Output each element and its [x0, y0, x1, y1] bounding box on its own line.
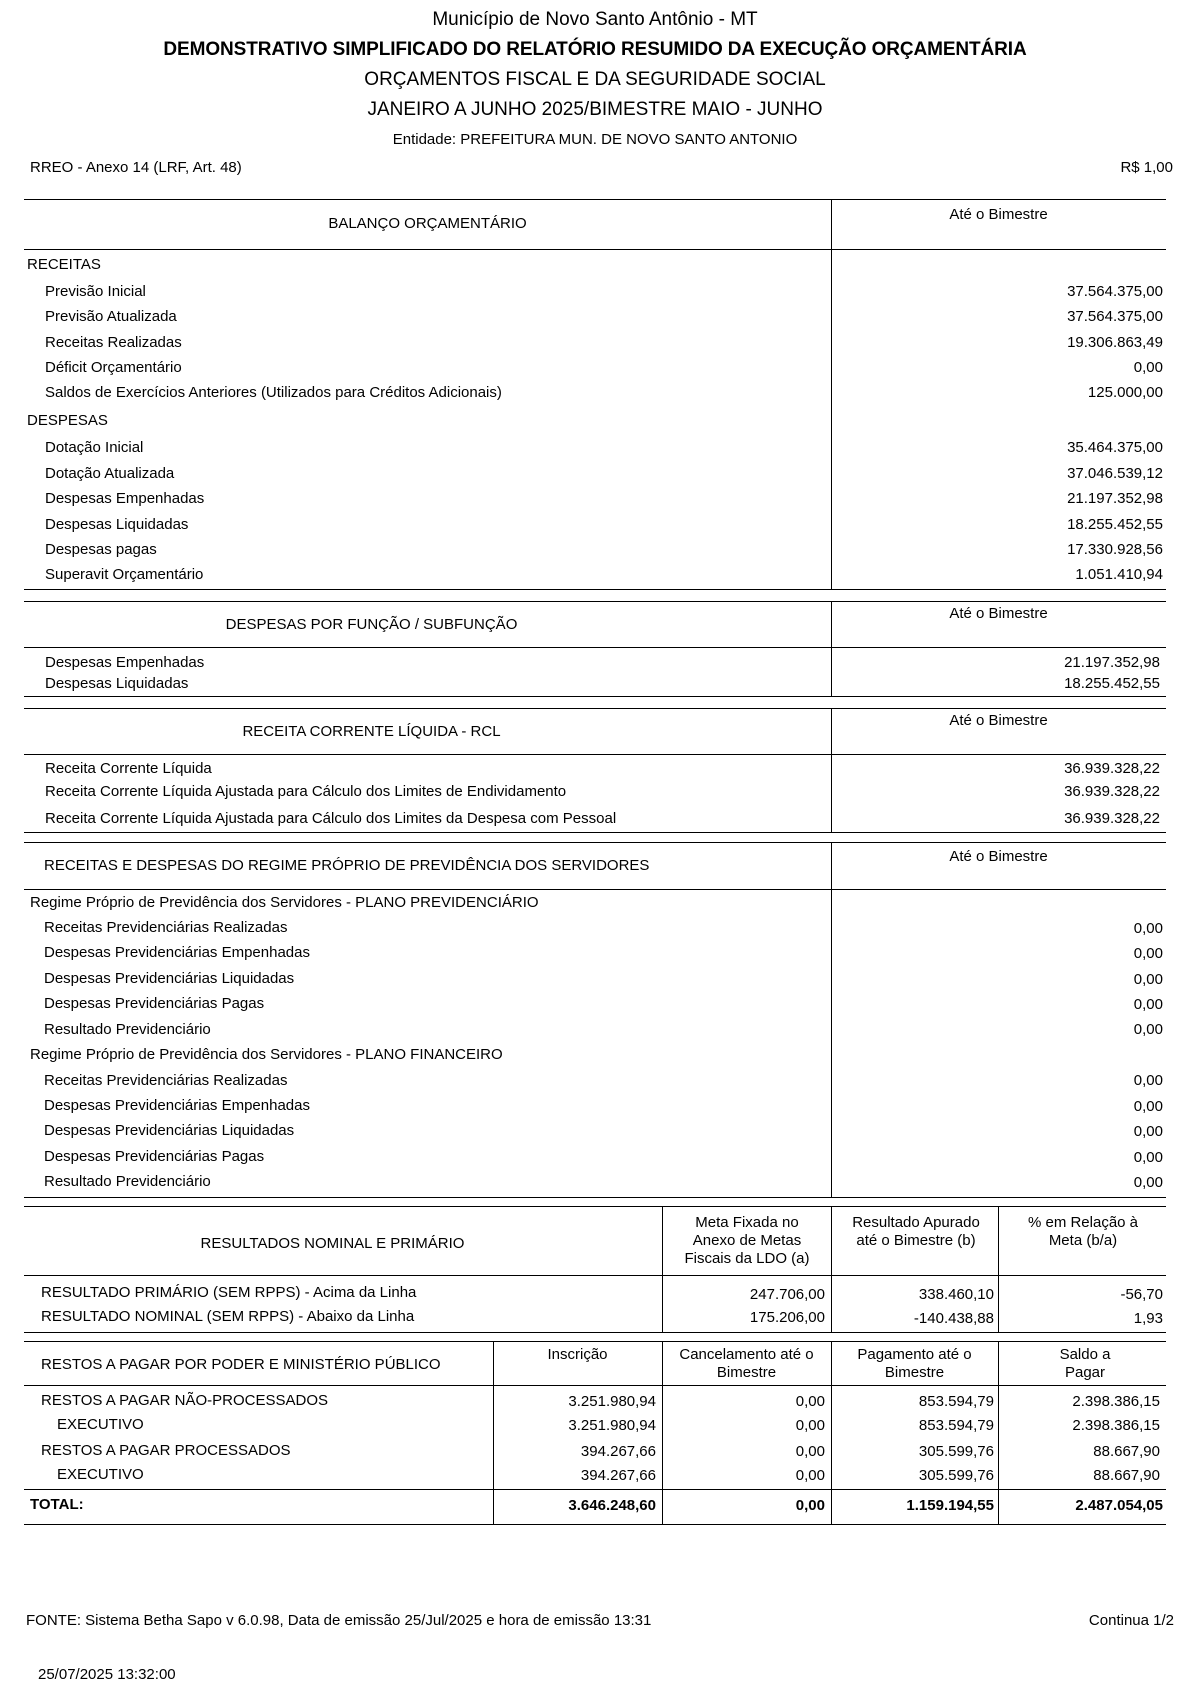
row-value-pagamento: 853.594,79: [918, 1417, 994, 1434]
divider: [24, 832, 1166, 833]
column-header-ate-bimestre: Até o Bimestre: [949, 605, 1048, 622]
row-label: Receitas Realizadas: [45, 334, 182, 351]
row-value-inscricao: 394.267,66: [580, 1467, 656, 1484]
row-label: Previsão Inicial: [45, 283, 146, 300]
column-header-ate-bimestre: Até o Bimestre: [949, 712, 1048, 729]
row-label: Déficit Orçamentário: [45, 359, 182, 376]
row-label: Receita Corrente Líquida: [45, 760, 212, 777]
group-label-despesas: DESPESAS: [27, 412, 108, 429]
section-title-balanco: BALANÇO ORÇAMENTÁRIO: [328, 215, 527, 232]
divider: [24, 589, 1166, 590]
row-value: 36.939.328,22: [1064, 760, 1160, 777]
row-label: Despesas Previdenciárias Liquidadas: [44, 1122, 295, 1139]
row-value-cancelamento: 0,00: [795, 1467, 825, 1484]
group-label-plano-previdenciario: Regime Próprio de Previdência dos Servidores - PLANO PREVIDENCIÁRIO: [30, 894, 539, 911]
column-divider: [998, 1341, 999, 1524]
row-value: 0,00: [1133, 1098, 1163, 1115]
row-label: RESULTADO PRIMÁRIO (SEM RPPS) - Acima da Linha: [41, 1284, 417, 1301]
row-value: 0,00: [1133, 1021, 1163, 1038]
row-value: 0,00: [1133, 971, 1163, 988]
municipio-title: Município de Novo Santo Antônio - MT: [432, 9, 758, 30]
divider: [24, 199, 1166, 200]
row-label: Receita Corrente Líquida Ajustada para Cálculo dos Limites de Endividamento: [45, 783, 567, 800]
row-value-pagamento: 853.594,79: [918, 1393, 994, 1410]
column-header-inscricao: Inscrição: [547, 1346, 608, 1363]
row-value-meta: 247.706,00: [749, 1286, 825, 1303]
row-value: 0,00: [1133, 1174, 1163, 1191]
total-pagamento: 1.159.194,55: [906, 1497, 994, 1514]
row-value-cancelamento: 0,00: [795, 1443, 825, 1460]
report-period: JANEIRO A JUNHO 2025/BIMESTRE MAIO - JUNHO: [367, 99, 823, 120]
divider: [24, 1341, 1166, 1342]
row-value-cancelamento: 0,00: [795, 1417, 825, 1434]
row-value-pagamento: 305.599,76: [918, 1467, 994, 1484]
row-value-resultado: 338.460,10: [918, 1286, 994, 1303]
row-value: 125.000,00: [1087, 384, 1163, 401]
row-value-cancelamento: 0,00: [795, 1393, 825, 1410]
divider: [24, 1385, 1166, 1386]
row-value-pagamento: 305.599,76: [918, 1443, 994, 1460]
row-value: 0,00: [1133, 1072, 1163, 1089]
row-value: 18.255.452,55: [1064, 675, 1160, 692]
row-label: Receitas Previdenciárias Realizadas: [44, 1072, 288, 1089]
divider: [24, 696, 1166, 697]
row-label: Despesas Previdenciárias Pagas: [44, 995, 265, 1012]
report-subtitle: ORÇAMENTOS FISCAL E DA SEGURIDADE SOCIAL: [364, 69, 826, 90]
row-label: Resultado Previdenciário: [44, 1021, 211, 1038]
divider: [24, 647, 1166, 648]
row-value-percentual: -56,70: [1120, 1286, 1163, 1303]
row-label: Despesas Previdenciárias Liquidadas: [44, 970, 295, 987]
row-label: RESTOS A PAGAR PROCESSADOS: [41, 1442, 291, 1459]
row-value-saldo: 88.667,90: [1093, 1443, 1160, 1460]
row-value-inscricao: 3.251.980,94: [568, 1417, 656, 1434]
row-value-saldo: 2.398.386,15: [1072, 1393, 1160, 1410]
row-value: 0,00: [1133, 945, 1163, 962]
row-value: 0,00: [1133, 996, 1163, 1013]
row-label: Despesas Empenhadas: [45, 654, 205, 671]
row-value: 0,00: [1133, 359, 1163, 376]
row-value: 21.197.352,98: [1067, 490, 1163, 507]
row-label: Despesas Empenhadas: [45, 490, 205, 507]
row-value: 0,00: [1133, 920, 1163, 937]
row-label: Despesas Previdenciárias Empenhadas: [44, 944, 310, 961]
row-value-saldo: 88.667,90: [1093, 1467, 1160, 1484]
row-label: Despesas Previdenciárias Pagas: [44, 1148, 265, 1165]
column-header-saldo: Saldo a Pagar: [1059, 1346, 1111, 1381]
divider: [24, 1206, 1166, 1207]
row-label: Dotação Inicial: [45, 439, 144, 456]
row-value: 0,00: [1133, 1149, 1163, 1166]
divider: [24, 1524, 1166, 1525]
row-value-inscricao: 3.251.980,94: [568, 1393, 656, 1410]
row-label: EXECUTIVO: [57, 1466, 144, 1483]
row-label: RESTOS A PAGAR NÃO-PROCESSADOS: [41, 1392, 329, 1409]
column-header-meta: Meta Fixada no Anexo de Metas Fiscais da LDO (a): [684, 1214, 810, 1267]
row-value: 36.939.328,22: [1064, 810, 1160, 827]
column-header-cancelamento: Cancelamento até o Bimestre: [679, 1346, 814, 1381]
row-label: Superavit Orçamentário: [45, 566, 204, 583]
row-value-percentual: 1,93: [1133, 1310, 1163, 1327]
footer-timestamp: 25/07/2025 13:32:00: [38, 1666, 176, 1683]
section-title-resultados: RESULTADOS NOMINAL E PRIMÁRIO: [200, 1235, 465, 1252]
divider: [24, 708, 1166, 709]
group-label-receitas: RECEITAS: [27, 256, 101, 273]
column-header-percentual: % em Relação à Meta (b/a): [1027, 1214, 1139, 1249]
row-value: 0,00: [1133, 1123, 1163, 1140]
total-inscricao: 3.646.248,60: [568, 1497, 656, 1514]
row-label: Previsão Atualizada: [45, 308, 177, 325]
report-title: DEMONSTRATIVO SIMPLIFICADO DO RELATÓRIO RESUMIDO DA EXECUÇÃO ORÇAMENTÁRIA: [163, 39, 1027, 60]
divider: [24, 1489, 1166, 1490]
column-divider: [662, 1206, 663, 1332]
row-value: 37.564.375,00: [1067, 308, 1163, 325]
row-value-saldo: 2.398.386,15: [1072, 1417, 1160, 1434]
divider: [24, 889, 1166, 890]
row-value: 36.939.328,22: [1064, 783, 1160, 800]
column-header-ate-bimestre: Até o Bimestre: [949, 206, 1048, 223]
total-saldo: 2.487.054,05: [1075, 1497, 1163, 1514]
total-label: TOTAL:: [30, 1496, 84, 1513]
row-label: Receita Corrente Líquida Ajustada para Cálculo dos Limites da Despesa com Pessoal: [45, 810, 617, 827]
row-value: 37.046.539,12: [1067, 465, 1163, 482]
total-cancelamento: 0,00: [795, 1497, 825, 1514]
row-value: 1.051.410,94: [1075, 566, 1163, 583]
divider: [24, 1197, 1166, 1198]
row-value: 21.197.352,98: [1064, 654, 1160, 671]
column-divider: [831, 199, 832, 589]
footer-page-indicator: Continua 1/2: [1088, 1612, 1174, 1629]
row-label: EXECUTIVO: [57, 1416, 144, 1433]
divider: [24, 842, 1166, 843]
divider: [24, 1275, 1166, 1276]
row-label: Despesas pagas: [45, 541, 157, 558]
row-label: Despesas Liquidadas: [45, 675, 189, 692]
section-title-rcl: RECEITA CORRENTE LÍQUIDA - RCL: [242, 723, 501, 740]
divider: [24, 601, 1166, 602]
row-label: Saldos de Exercícios Anteriores (Utilizados para Créditos Adicionais): [45, 384, 502, 401]
section-title-funcao: DESPESAS POR FUNÇÃO / SUBFUNÇÃO: [225, 616, 518, 633]
section-title-restos: RESTOS A PAGAR POR PODER E MINISTÉRIO PÚBLICO: [41, 1356, 441, 1373]
group-label-plano-financeiro: Regime Próprio de Previdência dos Servidores - PLANO FINANCEIRO: [30, 1046, 503, 1063]
currency-unit: R$ 1,00: [1120, 159, 1173, 176]
row-value: 18.255.452,55: [1067, 516, 1163, 533]
section-title-rpps: RECEITAS E DESPESAS DO REGIME PRÓPRIO DE PREVIDÊNCIA DOS SERVIDORES: [44, 857, 650, 874]
divider: [24, 1332, 1166, 1333]
row-label: RESULTADO NOMINAL (SEM RPPS) - Abaixo da Linha: [41, 1308, 415, 1325]
row-label: Receitas Previdenciárias Realizadas: [44, 919, 288, 936]
row-value: 17.330.928,56: [1067, 541, 1163, 558]
column-divider: [998, 1206, 999, 1332]
row-value: 37.564.375,00: [1067, 283, 1163, 300]
column-header-ate-bimestre: Até o Bimestre: [949, 848, 1048, 865]
column-divider: [831, 1206, 832, 1332]
divider: [24, 754, 1166, 755]
row-value: 35.464.375,00: [1067, 439, 1163, 456]
row-label: Resultado Previdenciário: [44, 1173, 211, 1190]
row-label: Despesas Liquidadas: [45, 516, 189, 533]
footer-source: FONTE: Sistema Betha Sapo v 6.0.98, Data de emissão 25/Jul/2025 e hora de emissão 13:31: [26, 1612, 652, 1629]
divider: [24, 249, 1166, 250]
row-value-resultado: -140.438,88: [913, 1310, 994, 1327]
row-value-inscricao: 394.267,66: [580, 1443, 656, 1460]
row-value-meta: 175.206,00: [749, 1309, 825, 1326]
column-divider: [493, 1341, 494, 1524]
column-divider: [831, 842, 832, 1197]
anexo-label: RREO - Anexo 14 (LRF, Art. 48): [30, 159, 242, 176]
row-label: Dotação Atualizada: [45, 465, 175, 482]
row-label: Despesas Previdenciárias Empenhadas: [44, 1097, 310, 1114]
column-header-resultado: Resultado Apurado até o Bimestre (b): [852, 1214, 980, 1249]
entidade-label: Entidade: PREFEITURA MUN. DE NOVO SANTO ANTONIO: [392, 131, 798, 148]
column-header-pagamento: Pagamento até o Bimestre: [857, 1346, 972, 1381]
row-value: 19.306.863,49: [1067, 334, 1163, 351]
